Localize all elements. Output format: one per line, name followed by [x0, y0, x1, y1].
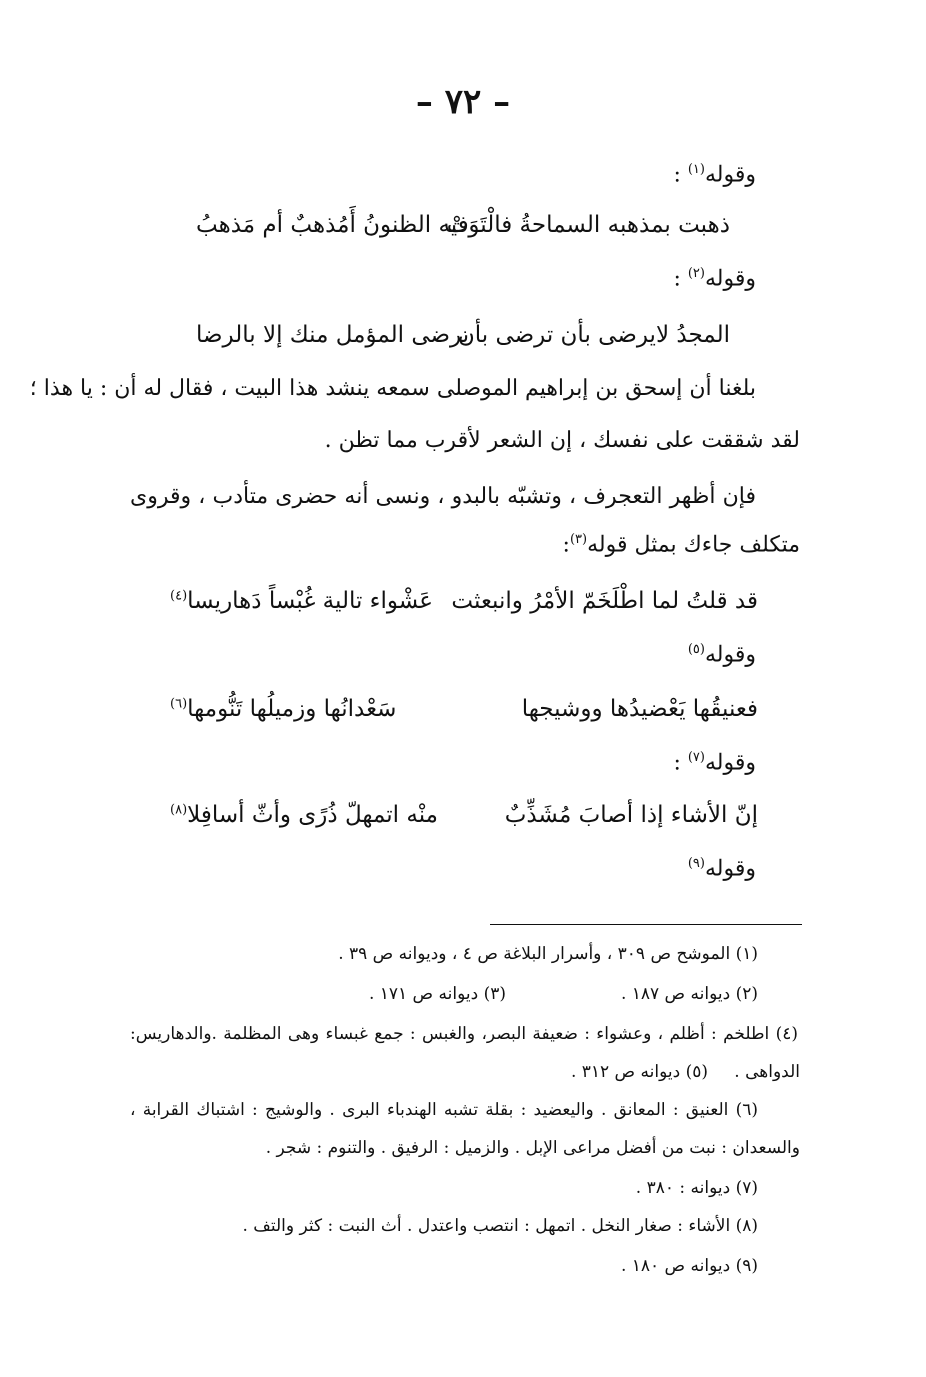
footnote-4-continued: الدواهى .	[734, 1062, 800, 1082]
prose-line-1: بلغنا أن إسحق بن إبراهيم الموصلى سمعه ينشد هذا البيت ، فقال له أن : يا هذا ؛	[29, 376, 756, 401]
intro-text: وقوله	[704, 162, 756, 188]
verse-2-hemistich-1: المجدُ لايرضى بأن ترضى بأن	[457, 322, 730, 348]
footnote-mark: (٤)	[170, 588, 188, 604]
footnote-6-continued: والسعدان : نبت من أفضل مراعى الإبل . والزميل : الرفيق . والتنوم : شجر .	[265, 1138, 800, 1158]
footnote-mark: (٦)	[170, 696, 188, 712]
footnote-mark: (٢)	[687, 266, 705, 281]
intro-text: وقوله	[704, 266, 756, 292]
prose-line-2: لقد شققت على نفسك ، إن الشعر لأقرب مما تظن .	[324, 428, 800, 453]
intro-colon: :	[673, 750, 688, 776]
footnote-mark: (٨)	[170, 802, 188, 818]
verse-4-hemistich-2	[170, 696, 396, 722]
intro-text: وقوله	[704, 642, 756, 668]
intro-text: وقوله	[704, 750, 756, 776]
prose-line-3: فإن أظهر التعجرف ، وتشبّه بالبدو ، ونسى أنه حضرى متأدب ، وقروى	[130, 484, 756, 509]
intro-text: وقوله	[704, 856, 756, 882]
page-number: – ٧٢ –	[415, 82, 511, 122]
footnote-separator	[490, 924, 802, 925]
intro-line-1	[673, 162, 756, 187]
footnote-4: (٤) اطلخم : أظلم ، وعشواء : ضعيفة البصر، والغبس : جمع غبساء وهى المظلمة .والدهاريس:	[130, 1024, 798, 1044]
verse-1-hemistich-2: فيه الظنونُ أَمُذهبٌ أم مَذهبُ	[196, 212, 469, 238]
verse-3-hemistich-1: قد قلتُ لما اطْلَخَمّ الأمْرُ وانبعثت	[451, 588, 758, 614]
verse-text: عَشْواء تالية غُبْساً دَهاريسا	[187, 588, 433, 614]
footnote-9: (٩) ديوانه ص ١٨٠ .	[620, 1256, 758, 1276]
footnote-8: (٨) الأشاء : صغار النخل . اتمهل : انتصب واعتدل . أث النبت : كثر والتف .	[242, 1216, 758, 1236]
prose-line-4	[563, 532, 800, 557]
verse-text: منْه اتمهلّ ذُرًى وأثّ أسافِلا	[187, 802, 438, 828]
footnote-5: (٥) ديوانه ص ٣١٢ .	[570, 1062, 708, 1082]
footnote-2: (٢) ديوانه ص ١٨٧ .	[620, 984, 758, 1004]
verse-text: سَعْدانُها وزميلُها تَنُّومها	[187, 696, 397, 722]
intro-colon: :	[673, 266, 688, 292]
intro-line-2	[673, 266, 756, 291]
verse-5-hemistich-2	[170, 802, 438, 828]
verse-3-hemistich-2	[170, 588, 433, 614]
verse-2-hemistich-2: يرضى المؤمل منك إلا بالرضا	[196, 322, 470, 348]
footnote-mark: (٩)	[687, 856, 705, 871]
footnote-mark: (١)	[687, 162, 705, 177]
verse-1-hemistich-1: ذهبت بمذهبه السماحةُ فالْتَوَتْ	[446, 212, 730, 238]
intro-colon: :	[673, 162, 688, 188]
footnote-mark: (٥)	[687, 642, 705, 657]
footnote-7: (٧) ديوانه : ٣٨٠ .	[635, 1178, 758, 1198]
prose-colon: :	[562, 532, 570, 558]
footnote-mark: (٣)	[569, 532, 588, 547]
intro-line-4	[673, 750, 756, 775]
intro-line-5	[688, 856, 756, 881]
footnote-1: (١) الموشح ص ٣٠٩ ، وأسرار البلاغة ص ٤ ، وديوانه ص ٣٩ .	[338, 944, 758, 964]
prose-text: متكلف جاءك بمثل قوله	[587, 532, 800, 558]
verse-5-hemistich-1: إنّ الأشاء إذا أصابَ مُشَذِّبٌ	[504, 802, 758, 828]
intro-line-3	[688, 642, 756, 667]
footnote-mark: (٧)	[687, 750, 705, 765]
footnote-6: (٦) العنيق : المعانق . واليعضيد : بقلة تشبه الهندباء البرى . والوشيج : اشتباك القرابة ،	[130, 1100, 758, 1120]
verse-4-hemistich-1: فعنيقُها يَعْضيدُها ووشيجها	[521, 696, 758, 722]
footnote-3: (٣) ديوانه ص ١٧١ .	[368, 984, 506, 1004]
